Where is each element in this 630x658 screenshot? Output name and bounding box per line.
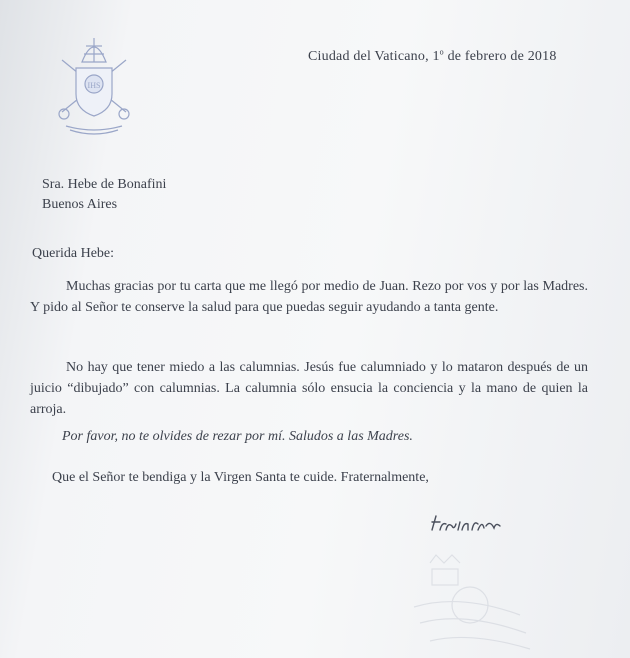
letter-date: Ciudad del Vaticano, 1$^o$ de febrero de 2018	[308, 47, 557, 64]
recipient-city: Buenos Aires	[42, 197, 118, 212]
recipient-name: Sra. Hebe de Bonafini	[42, 177, 167, 192]
greeting: Querida Hebe:	[32, 246, 115, 261]
paragraph-3: Por favor, no te olvides de rezar por mí. Saludos a las Madres.	[62, 429, 413, 444]
svg-text:IHS: IHS	[87, 81, 101, 90]
closing-line: Que el Señor te bendiga y la Virgen Santa te cuide. Fraternalmente,	[52, 470, 429, 485]
paragraph-2: No hay que tener miedo a las calumnias. Jesús fue calumniado y lo mataron después de un juicio “dibujado” con calumnias. La calumnia sólo ensucia la conciencia y la mano de quien la arroja.	[30, 360, 588, 417]
embossed-seal	[400, 545, 540, 655]
paragraph-1: Muchas gracias por tu carta que me llegó por medio de Juan. Rezo por vos y por las Madres. Y pido al Señor te conserve la salud para que puedas seguir ayudando a tanta gente.	[30, 279, 588, 315]
papal-coat-of-arms-icon	[52, 32, 136, 140]
handwritten-signature	[428, 510, 510, 540]
recipient-block	[42, 175, 166, 215]
